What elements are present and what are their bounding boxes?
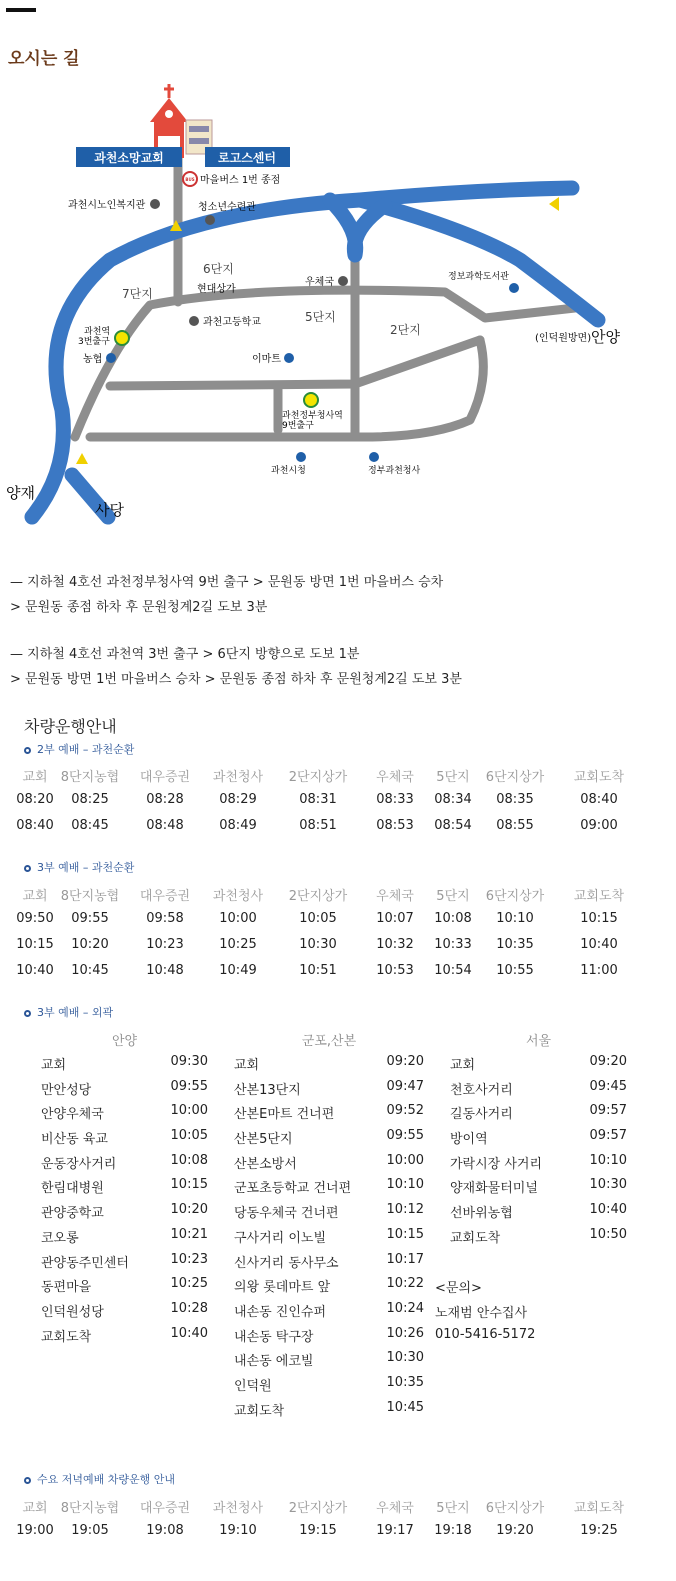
danji5-label: 5단지: [305, 310, 336, 324]
time-cell: 08:45: [71, 818, 109, 833]
list-item: [41, 1301, 208, 1326]
route-header: 안양: [111, 1034, 138, 1049]
time-cell: 08:34: [434, 792, 472, 807]
time-cell: 19:18: [434, 1523, 472, 1538]
stop-name: 선바위농협: [450, 1206, 513, 1222]
gov-exit-label: 9번출구: [282, 421, 314, 431]
time-cell: 10:08: [434, 911, 472, 926]
evening-table: [16, 1497, 650, 1549]
stop-name: 운동장사거리: [41, 1156, 117, 1172]
list-item: [41, 1054, 208, 1079]
column-header: 8단지농협: [60, 1501, 120, 1516]
stop-time: 10:40: [170, 1325, 208, 1341]
time-cell: 08:20: [16, 792, 54, 807]
route-seoul: [450, 1030, 627, 1252]
stop-time: 10:28: [170, 1300, 208, 1316]
bullet-icon: [24, 865, 31, 872]
bullet-icon: [24, 1477, 31, 1484]
stop-name: 관양중학교: [41, 1206, 104, 1222]
time-cell: 11:00: [580, 963, 618, 978]
time-cell: 08:25: [71, 792, 109, 807]
list-item: [41, 1227, 208, 1252]
direction-2-line-1: — 지하철 4호선 과천역 3번 출구 > 6단지 방향으로 도보 1분: [10, 647, 360, 662]
post-office-label: 우체국: [305, 277, 334, 288]
stop-time: 10:21: [170, 1226, 208, 1242]
stop-time: 09:30: [170, 1054, 208, 1069]
column-header: 교회도착: [573, 889, 625, 904]
evening-title: [24, 1471, 175, 1487]
list-item: [234, 1079, 424, 1104]
stop-time: 10:00: [170, 1103, 208, 1119]
schedule-2-title: [24, 859, 134, 875]
table-row: [16, 911, 650, 937]
time-cell: 10:48: [146, 963, 184, 978]
hyundai-label: 현대상가: [197, 284, 236, 295]
time-cell: 19:08: [146, 1523, 184, 1538]
column-header: 대우증권: [139, 889, 191, 904]
stop-time: 10:23: [170, 1251, 208, 1267]
stop-time: 10:17: [386, 1251, 424, 1267]
list-item: [450, 1202, 627, 1227]
stop-time: 10:12: [386, 1202, 424, 1218]
time-cell: 10:15: [16, 937, 54, 952]
time-cell: 08:31: [299, 792, 337, 807]
time-cell: 19:15: [299, 1523, 337, 1538]
outer-title: [24, 1004, 113, 1020]
list-item: [450, 1227, 627, 1252]
time-cell: 10:32: [376, 937, 414, 952]
anyang-label: 안양: [591, 328, 620, 346]
stop-time: 09:20: [386, 1054, 424, 1069]
emart-label: 이마트: [252, 354, 281, 365]
time-cell: 09:55: [71, 911, 109, 926]
contact-phone: 010-5416-5172: [435, 1327, 536, 1342]
time-cell: 08:40: [16, 818, 54, 833]
time-cell: 10:54: [434, 963, 472, 978]
top-bar: [6, 8, 36, 12]
outer-title-text: 3부 예배 – 외곽: [37, 1006, 114, 1019]
table-row: [16, 963, 650, 989]
stop-name: 인덕원성당: [41, 1304, 104, 1320]
stop-time: 09:47: [386, 1078, 424, 1094]
header-row: [20, 885, 650, 911]
list-item: [450, 1054, 627, 1079]
time-cell: 10:10: [496, 911, 534, 926]
gov-complex-marker: [369, 452, 379, 462]
list-item: [234, 1227, 424, 1252]
time-cell: 08:29: [219, 792, 257, 807]
science-library-label: 정보과학도서관: [448, 272, 509, 282]
time-cell: 10:51: [299, 963, 337, 978]
time-cell: 10:07: [376, 911, 414, 926]
stop-name: 내손동 진인슈퍼: [234, 1304, 327, 1320]
gov-complex-label: 정부과천청사: [368, 466, 421, 476]
stop-time: 10:24: [386, 1300, 424, 1316]
time-cell: 08:51: [299, 818, 337, 833]
stop-time: 09:57: [589, 1103, 627, 1119]
stop-name: 교회도착: [450, 1230, 501, 1246]
subway-icon-gov: [304, 393, 318, 407]
stop-time: 09:55: [386, 1128, 424, 1144]
stop-time: 09:55: [170, 1078, 208, 1094]
high-school-label: 과천고등학교: [203, 317, 261, 328]
time-cell: 10:33: [434, 937, 472, 952]
column-header: 우체국: [376, 889, 414, 904]
time-cell: 10:30: [299, 937, 337, 952]
youth-center-label: 청소년수련관: [198, 202, 256, 213]
time-cell: 10:00: [219, 911, 257, 926]
list-item: [234, 1350, 424, 1375]
senior-welfare-label: 과천시노인복지관: [68, 200, 146, 211]
stop-name: 방이역: [450, 1132, 488, 1148]
high-school-marker: [189, 316, 199, 326]
list-item: [450, 1153, 627, 1178]
stop-time: 10:40: [589, 1202, 627, 1218]
table-row: [16, 1523, 650, 1549]
time-cell: 08:54: [434, 818, 472, 833]
route-anyang: [41, 1030, 208, 1350]
route-header: 서울: [525, 1034, 552, 1049]
time-cell: 08:33: [376, 792, 414, 807]
time-cell: 08:55: [496, 818, 534, 833]
time-cell: 19:25: [580, 1523, 618, 1538]
column-header: 과천청사: [212, 770, 264, 785]
subway-icon-gwacheon: [115, 331, 129, 345]
column-header: 대우증권: [139, 770, 191, 785]
list-item: [41, 1252, 208, 1277]
danji7-label: 7단지: [122, 287, 153, 301]
time-cell: 10:40: [580, 937, 618, 952]
church-label: 과천소망교회: [94, 151, 164, 165]
column-header: 교회도착: [573, 1501, 625, 1516]
time-cell: 19:10: [219, 1523, 257, 1538]
direction-1-line-2: > 문원동 종점 하차 후 문원청계2길 도보 3분: [10, 600, 268, 615]
stop-time: 09:45: [589, 1078, 627, 1094]
time-cell: 10:23: [146, 937, 184, 952]
stop-name: 코오롱: [41, 1230, 79, 1246]
stop-time: 10:30: [589, 1177, 627, 1193]
time-cell: 19:20: [496, 1523, 534, 1538]
list-item: [450, 1177, 627, 1202]
schedule-1-title: [24, 741, 134, 757]
time-cell: 08:35: [496, 792, 534, 807]
stop-name: 구사거리 이노빌: [234, 1230, 327, 1246]
stop-name: 길동사거리: [450, 1107, 513, 1123]
stop-name: 내손동 탁구장: [234, 1329, 314, 1345]
emart-marker: [284, 353, 294, 363]
time-cell: 08:48: [146, 818, 184, 833]
gov-station-label: 과천정부청사역: [282, 411, 343, 421]
list-item: [234, 1177, 424, 1202]
post-office-marker: [338, 276, 348, 286]
list-item: [234, 1202, 424, 1227]
list-item: [450, 1079, 627, 1104]
bus-end-label: 마을버스 1번 종점: [200, 175, 281, 186]
column-header: 5단지: [436, 770, 470, 785]
time-cell: 10:40: [16, 963, 54, 978]
stop-time: 09:20: [589, 1054, 627, 1069]
column-header: 교회: [22, 1501, 48, 1516]
page-title: 오시는 길: [8, 49, 80, 69]
list-item: [234, 1054, 424, 1079]
stop-time: 09:57: [589, 1128, 627, 1144]
time-cell: 09:00: [580, 818, 618, 833]
column-header: 과천청사: [212, 1501, 264, 1516]
stop-name: 교회: [41, 1058, 67, 1073]
stop-name: 산본13단지: [234, 1082, 301, 1098]
time-cell: 10:20: [71, 937, 109, 952]
time-cell: 10:35: [496, 937, 534, 952]
stop-name: 비산동 육교: [41, 1132, 108, 1148]
column-header: 2단지상가: [288, 770, 348, 785]
time-cell: 09:58: [146, 911, 184, 926]
stop-time: 10:45: [386, 1399, 424, 1415]
column-header: 교회: [22, 889, 48, 904]
column-header: 우체국: [376, 770, 414, 785]
schedule-1-table: [16, 766, 650, 844]
list-item: [41, 1202, 208, 1227]
stop-name: 의왕 롯데마트 앞: [234, 1280, 331, 1296]
danji2-label: 2단지: [390, 323, 421, 337]
column-header: 6단지상가: [485, 1501, 545, 1516]
time-cell: 10:15: [580, 911, 618, 926]
column-header: 8단지농협: [60, 889, 120, 904]
contact-heading: <문의>: [435, 1281, 482, 1296]
stop-name: 산본5단지: [234, 1132, 293, 1148]
list-item: [41, 1128, 208, 1153]
stop-name: 양재화물터미널: [450, 1181, 538, 1197]
list-item: [41, 1177, 208, 1202]
senior-welfare-marker: [150, 199, 160, 209]
time-cell: 10:05: [299, 911, 337, 926]
stop-time: 10:15: [386, 1226, 424, 1242]
stop-name: 가락시장 사거리: [450, 1156, 543, 1172]
stop-name: 동편마을: [41, 1280, 92, 1296]
column-header: 교회도착: [573, 770, 625, 785]
stop-time: 10:10: [386, 1177, 424, 1193]
schedule-1-title-text: 2부 예배 – 과천순환: [37, 743, 135, 756]
time-cell: 10:53: [376, 963, 414, 978]
column-header: 우체국: [376, 1501, 414, 1516]
column-header: 2단지상가: [288, 1501, 348, 1516]
time-cell: 10:49: [219, 963, 257, 978]
stop-time: 10:10: [589, 1152, 627, 1168]
list-item: [234, 1400, 424, 1425]
list-item: [234, 1326, 424, 1351]
column-header: 교회: [22, 770, 48, 785]
column-header: 2단지상가: [288, 889, 348, 904]
schedule-2-title-text: 3부 예배 – 과천순환: [37, 861, 135, 874]
stop-name: 만안성당: [41, 1082, 92, 1098]
stop-time: 09:52: [386, 1103, 424, 1119]
stop-name: 산본E마트 건너편: [234, 1107, 335, 1123]
column-header: 8단지농협: [60, 770, 120, 785]
list-item: [234, 1276, 424, 1301]
time-cell: 08:40: [580, 792, 618, 807]
stop-time: 10:26: [386, 1325, 424, 1341]
stop-name: 교회도착: [234, 1403, 285, 1419]
stop-name: 관양동주민센터: [41, 1255, 129, 1271]
stop-name: 신사거리 동사무소: [234, 1255, 339, 1271]
bus-icon-label: BUS: [185, 177, 195, 182]
stop-time: 10:15: [170, 1177, 208, 1193]
direction-1-line-1: — 지하철 4호선 과천정부청사역 9번 출구 > 문원동 방면 1번 마을버스 승차: [10, 575, 444, 590]
gwacheon-exit-label: 3번출구: [78, 337, 110, 347]
anyang-sub-label: (인덕원방면): [535, 333, 592, 344]
time-cell: 19:05: [71, 1523, 109, 1538]
time-cell: 08:53: [376, 818, 414, 833]
list-item: [41, 1153, 208, 1178]
time-cell: 10:55: [496, 963, 534, 978]
gwacheon-station-label: 과천역: [84, 327, 111, 337]
stop-time: 10:25: [170, 1276, 208, 1292]
list-item: [450, 1103, 627, 1128]
contact-name: 노재범 안수집사: [435, 1306, 528, 1321]
evening-title-text: 수요 저녁예배 차량운행 안내: [37, 1473, 176, 1486]
list-item: [41, 1276, 208, 1301]
section-title: 차량운행안내: [24, 717, 117, 736]
list-item: [234, 1301, 424, 1326]
list-item: [450, 1128, 627, 1153]
table-row: [16, 792, 650, 818]
list-item: [41, 1326, 208, 1351]
bullet-icon: [24, 1010, 31, 1017]
column-header: 6단지상가: [485, 889, 545, 904]
church-building: [150, 84, 188, 158]
time-cell: 09:50: [16, 911, 54, 926]
list-item: [234, 1128, 424, 1153]
stop-name: 안양우체국: [41, 1107, 104, 1123]
list-item: [234, 1103, 424, 1128]
stop-time: 10:08: [170, 1152, 208, 1168]
table-row: [16, 818, 650, 844]
bullet-icon: [24, 747, 31, 754]
stop-name: 교회: [450, 1058, 476, 1073]
list-item: [234, 1375, 424, 1400]
column-header: 과천청사: [212, 889, 264, 904]
nonghyup-label: 농협: [83, 354, 103, 365]
stop-time: 10:22: [386, 1276, 424, 1292]
stop-name: 교회도착: [41, 1329, 92, 1345]
location-map: [0, 80, 676, 540]
logos-label: 로고스센터: [218, 151, 276, 165]
time-cell: 10:45: [71, 963, 109, 978]
stop-name: 교회: [234, 1058, 260, 1073]
stop-name: 당동우체국 건너편: [234, 1206, 339, 1222]
time-cell: 10:25: [219, 937, 257, 952]
stop-name: 내손동 에코빌: [234, 1354, 314, 1370]
stop-name: 인덕원: [234, 1378, 272, 1394]
table-row: [16, 937, 650, 963]
header-row: [20, 766, 650, 792]
route-gunpo: [234, 1030, 424, 1424]
yangjae-label: 양재: [6, 484, 35, 502]
direction-2-line-2: > 문원동 방면 1번 마을버스 승차 > 문원동 종점 하차 후 문원청계2길 도보 3분: [10, 672, 462, 687]
danji6-label: 6단지: [203, 262, 234, 276]
city-hall-marker: [296, 452, 306, 462]
header-row: [20, 1497, 650, 1523]
time-cell: 19:17: [376, 1523, 414, 1538]
stop-time: 10:05: [170, 1128, 208, 1144]
route-header: 군포,산본: [301, 1034, 357, 1049]
stop-time: 10:00: [386, 1152, 424, 1168]
science-library-marker: [509, 283, 519, 293]
schedule-2-table: [16, 885, 650, 989]
stop-name: 한림대병원: [41, 1181, 104, 1197]
nonghyup-marker: [106, 353, 116, 363]
stop-time: 10:20: [170, 1202, 208, 1218]
stop-name: 산본소방서: [234, 1156, 297, 1172]
column-header: 6단지상가: [485, 770, 545, 785]
time-cell: 08:49: [219, 818, 257, 833]
stop-name: 천호사거리: [450, 1082, 513, 1098]
city-hall-label: 과천시청: [271, 466, 306, 476]
list-item: [234, 1252, 424, 1277]
stop-time: 10:30: [386, 1350, 424, 1366]
list-item: [41, 1079, 208, 1104]
list-item: [234, 1153, 424, 1178]
stop-time: 10:35: [386, 1374, 424, 1390]
column-header: 5단지: [436, 889, 470, 904]
time-cell: 08:28: [146, 792, 184, 807]
stop-name: 군포초등학교 건너편: [234, 1181, 352, 1197]
column-header: 대우증권: [139, 1501, 191, 1516]
stop-time: 10:50: [589, 1226, 627, 1242]
youth-center-marker: [205, 215, 215, 225]
sadang-label: 사당: [95, 501, 124, 519]
list-item: [41, 1103, 208, 1128]
time-cell: 19:00: [16, 1523, 54, 1538]
column-header: 5단지: [436, 1501, 470, 1516]
